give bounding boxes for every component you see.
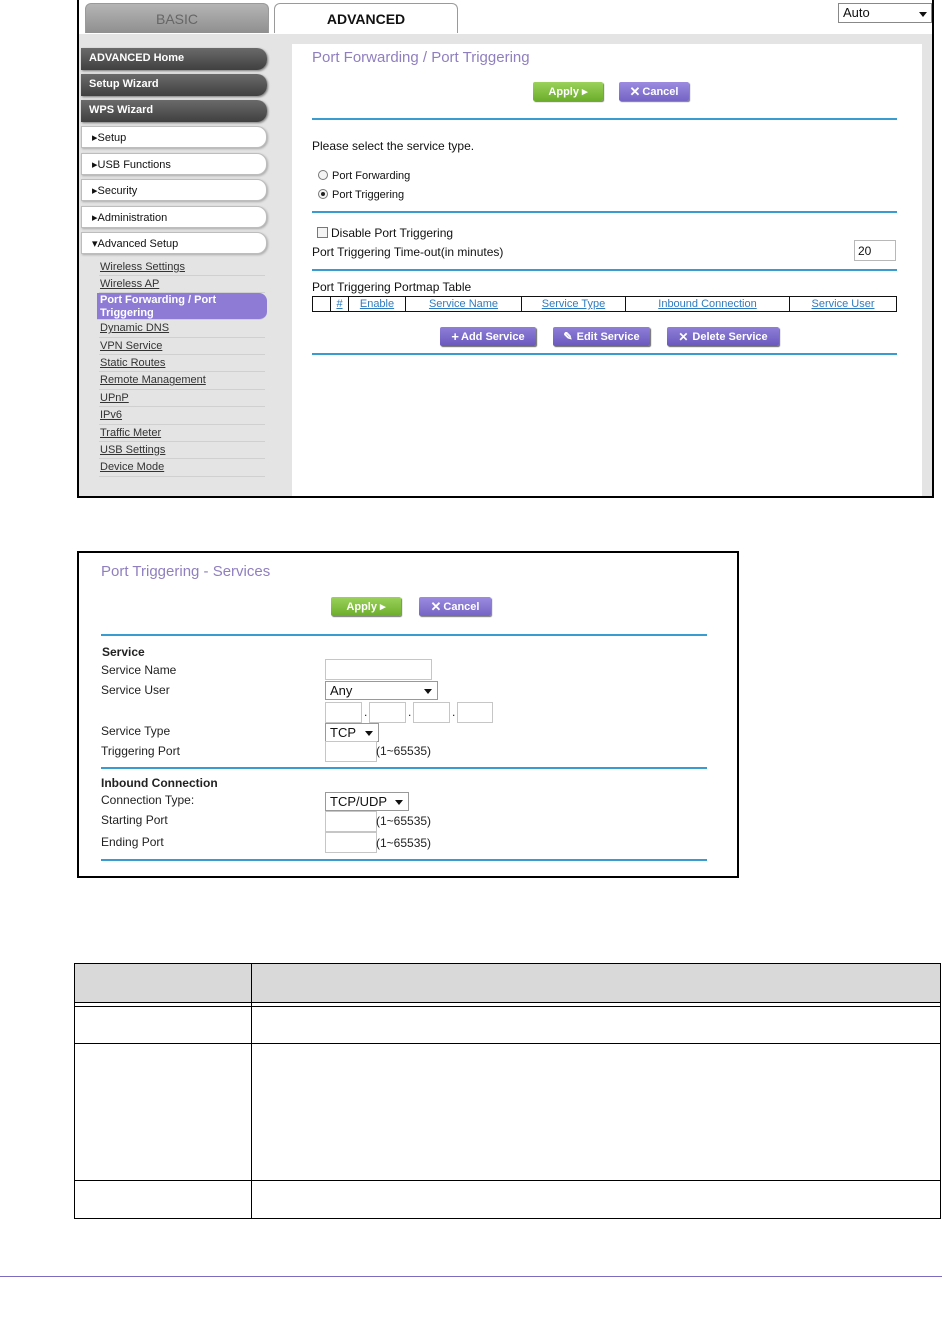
ip-octet-2-input[interactable] bbox=[369, 702, 406, 723]
table-cell bbox=[75, 1181, 252, 1219]
sidebar bbox=[81, 48, 267, 477]
triggering-port-label: Triggering Port bbox=[101, 744, 180, 758]
col-select bbox=[313, 297, 331, 312]
page-title: Port Forwarding / Port Triggering bbox=[312, 49, 530, 66]
service-user-label: Service User bbox=[101, 683, 170, 697]
ip-dot: . bbox=[408, 705, 412, 719]
sidebar-item-wps-wizard[interactable]: WPS Wizard bbox=[81, 100, 267, 122]
submenu-usb-settings[interactable]: USB Settings bbox=[99, 442, 265, 459]
submenu-wireless-settings[interactable]: Wireless Settings bbox=[99, 259, 265, 276]
ending-port-label: Ending Port bbox=[101, 835, 164, 849]
cancel-label: Cancel bbox=[642, 85, 679, 98]
submenu-traffic-meter[interactable]: Traffic Meter bbox=[99, 425, 265, 442]
sidebar-item-setup-wizard[interactable]: Setup Wizard bbox=[81, 74, 267, 96]
chevron-down-icon bbox=[365, 731, 373, 736]
delete-service-button[interactable] bbox=[667, 327, 779, 346]
divider bbox=[312, 118, 897, 120]
submenu-port-forwarding[interactable]: Port Forwarding / Port Triggering bbox=[97, 293, 267, 320]
inbound-connection-heading: Inbound Connection bbox=[101, 776, 218, 790]
radio-port-triggering[interactable] bbox=[318, 189, 404, 201]
language-select[interactable] bbox=[838, 3, 932, 23]
edit-service-label: Edit Service bbox=[576, 330, 640, 343]
divider bbox=[312, 269, 897, 271]
table-header-row bbox=[75, 964, 941, 1003]
submenu-upnp[interactable]: UPnP bbox=[99, 390, 265, 407]
table-row bbox=[75, 1007, 941, 1044]
timeout-label bbox=[312, 245, 503, 259]
col-service-user[interactable]: Service User bbox=[790, 297, 897, 312]
cancel-button[interactable] bbox=[619, 82, 689, 101]
apply-button[interactable]: Apply ▸ bbox=[533, 82, 603, 101]
tab-advanced[interactable]: ADVANCED bbox=[274, 3, 458, 33]
apply-button[interactable]: Apply ▸ bbox=[331, 597, 401, 616]
select-service-type-label: Please select the service type. bbox=[312, 139, 475, 153]
timeout-label-unit: (in minutes) bbox=[440, 245, 504, 259]
radio-port-triggering-label: Port Triggering bbox=[332, 189, 405, 201]
table-header-cell bbox=[75, 964, 252, 1003]
advanced-setup-submenu bbox=[99, 259, 265, 477]
content-area bbox=[79, 34, 932, 498]
chevron-down-icon bbox=[919, 12, 927, 17]
ip-octet-1-input[interactable] bbox=[325, 702, 362, 723]
table-row bbox=[75, 1181, 941, 1219]
sidebar-item-advanced-setup[interactable]: ▾Advanced Setup bbox=[81, 232, 267, 254]
col-number[interactable]: # bbox=[331, 297, 349, 312]
ip-octet-3-input[interactable] bbox=[413, 702, 450, 723]
radio-icon bbox=[318, 170, 328, 180]
close-icon: ✕ bbox=[430, 598, 442, 614]
table-cell bbox=[252, 1044, 941, 1181]
ip-octet-4-input[interactable] bbox=[457, 702, 493, 723]
service-user-value: Any bbox=[330, 683, 353, 698]
disable-port-triggering-label: Disable Port Triggering bbox=[331, 226, 454, 240]
ip-dot: . bbox=[364, 705, 368, 719]
starting-port-range: (1~65535) bbox=[376, 814, 432, 828]
service-type-label: Service Type bbox=[101, 724, 171, 738]
table-header-cell bbox=[252, 964, 941, 1003]
language-select-value: Auto bbox=[843, 5, 870, 20]
table-cell bbox=[252, 1181, 941, 1219]
radio-selected-icon bbox=[318, 189, 328, 199]
service-user-select[interactable] bbox=[325, 681, 438, 700]
sidebar-item-advanced-home[interactable]: ADVANCED Home bbox=[81, 48, 267, 70]
close-icon: ✕ bbox=[678, 329, 689, 344]
submenu-wireless-ap[interactable]: Wireless AP bbox=[99, 276, 265, 293]
settings-description-table bbox=[74, 963, 941, 1219]
divider bbox=[101, 767, 707, 769]
ip-dot: . bbox=[452, 705, 456, 719]
sidebar-item-security[interactable]: ▸Security bbox=[81, 179, 267, 201]
main-panel bbox=[292, 44, 922, 498]
radio-port-forwarding-label: Port Forwarding bbox=[332, 170, 411, 182]
divider bbox=[312, 353, 897, 355]
submenu-device-mode[interactable]: Device Mode bbox=[99, 459, 265, 476]
sidebar-item-administration[interactable]: ▸Administration bbox=[81, 206, 267, 228]
starting-port-label: Starting Port bbox=[101, 813, 168, 827]
submenu-remote-management[interactable]: Remote Management bbox=[99, 372, 265, 389]
connection-type-value: TCP/UDP bbox=[330, 794, 388, 809]
pencil-icon: ✎ bbox=[563, 331, 573, 343]
close-icon: ✕ bbox=[629, 83, 641, 99]
divider bbox=[312, 211, 897, 213]
triggering-port-input[interactable] bbox=[325, 741, 377, 762]
sidebar-item-usb-functions[interactable]: ▸USB Functions bbox=[81, 153, 267, 175]
submenu-vpn-service[interactable]: VPN Service bbox=[99, 338, 265, 355]
chevron-down-icon bbox=[424, 689, 432, 694]
table-cell bbox=[75, 1044, 252, 1181]
starting-port-input[interactable] bbox=[325, 811, 377, 832]
col-enable[interactable]: Enable bbox=[349, 297, 406, 312]
portmap-table bbox=[312, 296, 897, 312]
timeout-input[interactable]: 20 bbox=[854, 240, 896, 261]
triggering-port-range: (1~65535) bbox=[376, 744, 432, 758]
connection-type-select[interactable] bbox=[325, 792, 409, 811]
service-type-select[interactable] bbox=[325, 723, 379, 742]
plus-icon: + bbox=[451, 329, 459, 344]
service-name-input[interactable] bbox=[325, 659, 432, 680]
disable-port-triggering-checkbox[interactable] bbox=[317, 226, 453, 240]
tab-basic[interactable]: BASIC bbox=[85, 3, 269, 33]
table-row bbox=[75, 1044, 941, 1181]
col-inbound-connection[interactable]: Inbound Connection bbox=[626, 297, 790, 312]
submenu-dynamic-dns[interactable]: Dynamic DNS bbox=[99, 320, 265, 337]
col-service-type[interactable]: Service Type bbox=[522, 297, 626, 312]
ending-port-input[interactable] bbox=[325, 832, 377, 853]
delete-service-label: Delete Service bbox=[692, 330, 768, 343]
edit-service-button[interactable] bbox=[553, 327, 650, 346]
table-cell bbox=[252, 1007, 941, 1044]
tab-bar bbox=[79, 0, 932, 34]
connection-type-label: Connection Type: bbox=[101, 793, 195, 807]
portmap-table-title: Port Triggering Portmap Table bbox=[312, 280, 472, 294]
checkbox-icon bbox=[317, 227, 328, 238]
footer-divider bbox=[0, 1276, 942, 1277]
port-forwarding-screenshot bbox=[77, 0, 934, 498]
radio-port-forwarding[interactable] bbox=[318, 170, 410, 182]
chevron-down-icon bbox=[395, 800, 403, 805]
col-service-name[interactable]: Service Name bbox=[406, 297, 522, 312]
submenu-ipv6[interactable]: IPv6 bbox=[99, 407, 265, 424]
divider bbox=[101, 859, 707, 861]
add-service-button[interactable] bbox=[440, 327, 536, 346]
sidebar-item-setup[interactable]: ▸Setup bbox=[81, 126, 267, 148]
page-title: Port Triggering - Services bbox=[101, 563, 271, 580]
service-heading: Service bbox=[102, 645, 145, 659]
service-type-value: TCP bbox=[330, 725, 356, 740]
table-cell bbox=[75, 1007, 252, 1044]
timeout-label-main: Port Triggering Time-out bbox=[312, 245, 441, 259]
service-name-label: Service Name bbox=[101, 663, 177, 677]
add-service-label: Add Service bbox=[461, 330, 525, 343]
submenu-static-routes[interactable]: Static Routes bbox=[99, 355, 265, 372]
port-triggering-services-screenshot bbox=[77, 551, 739, 878]
cancel-button[interactable] bbox=[419, 597, 491, 616]
table-header-row bbox=[313, 297, 897, 312]
cancel-label: Cancel bbox=[443, 600, 480, 613]
ending-port-range: (1~65535) bbox=[376, 836, 432, 850]
divider bbox=[101, 634, 707, 636]
